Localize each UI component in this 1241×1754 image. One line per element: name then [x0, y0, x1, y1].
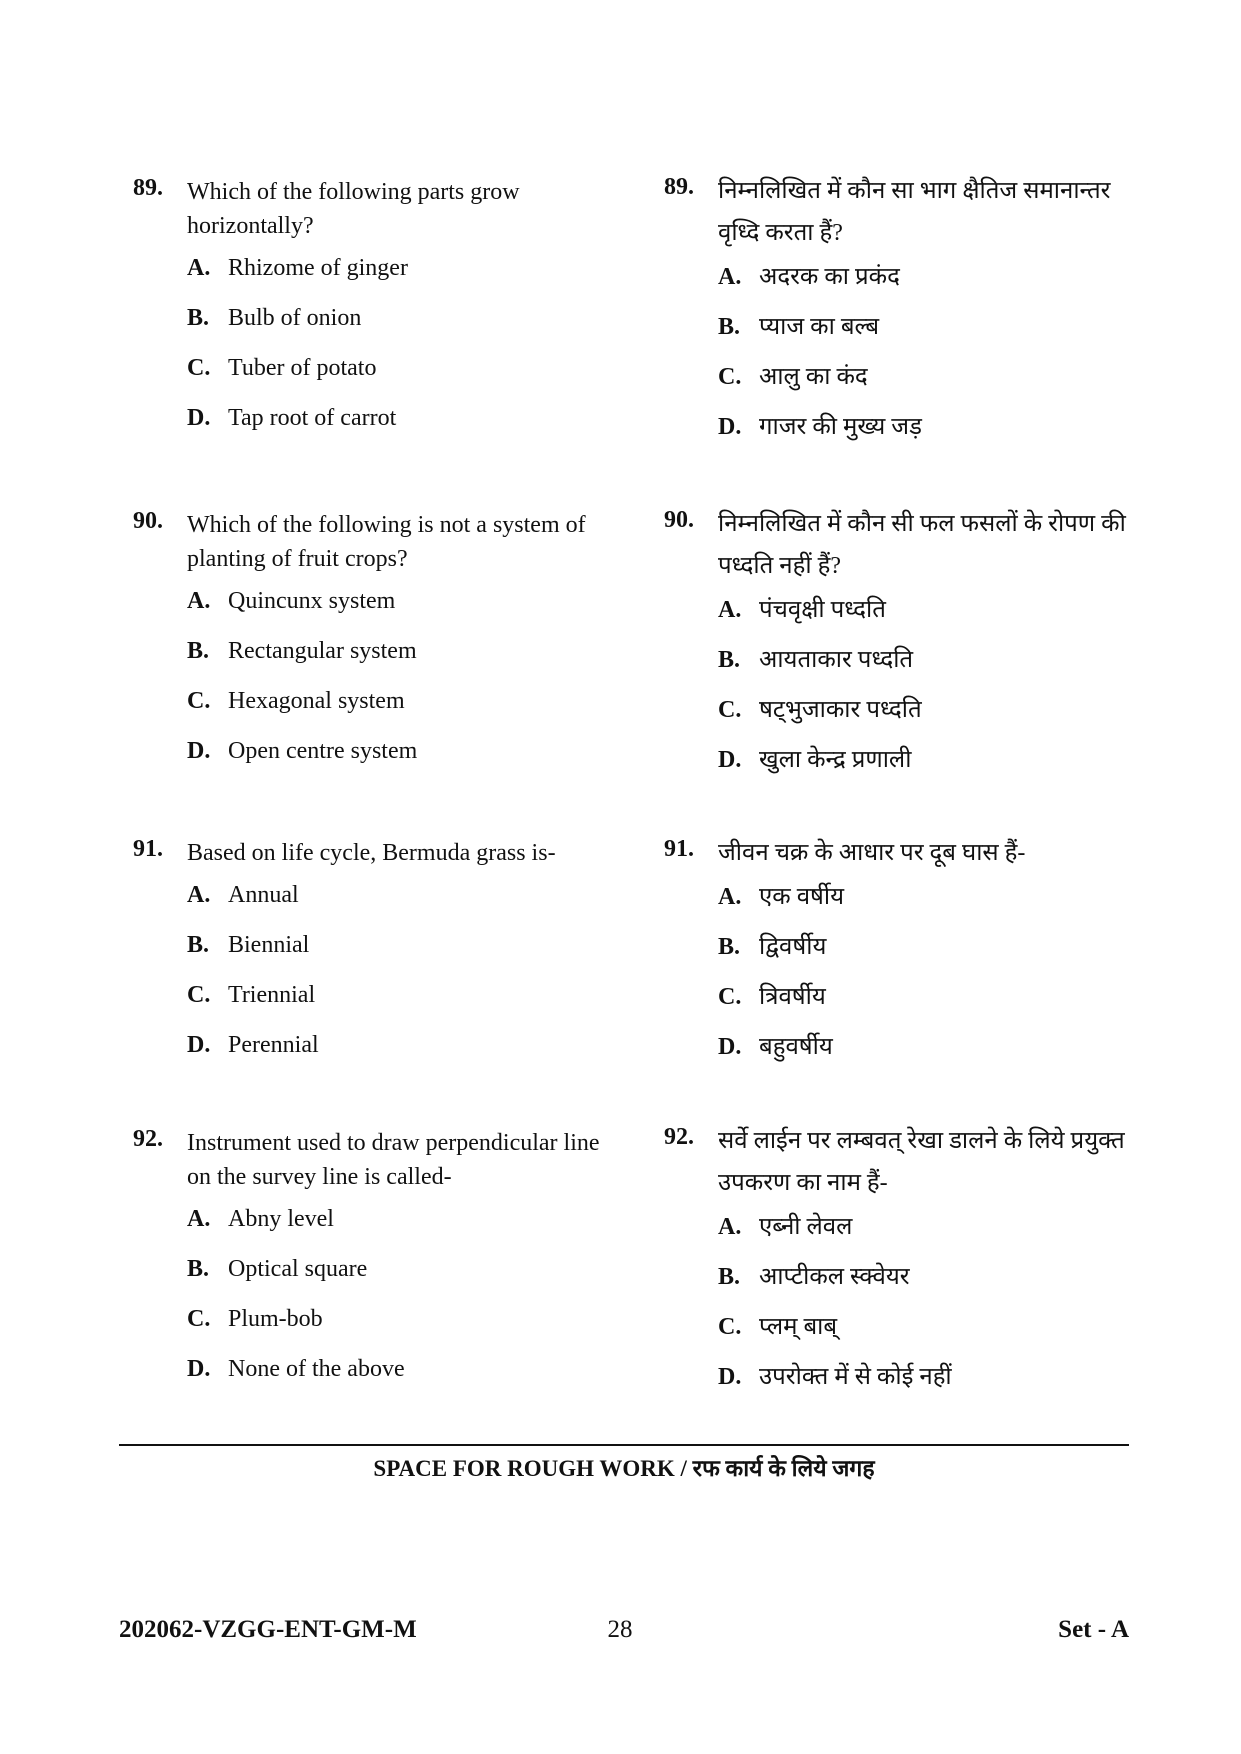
option-b: B. आयताकार पध्दति [718, 647, 914, 673]
option-a: A. एब्नी लेवल [718, 1214, 853, 1240]
option-b: B. Optical square [187, 1256, 368, 1282]
question-89-en [133, 175, 613, 455]
option-d: D. उपरोक्त में से कोई नहीं [718, 1364, 952, 1390]
question-91-hi [664, 832, 1144, 1080]
option-a: A. अदरक का प्रकंद [718, 264, 900, 290]
set-label: Set - A [1058, 1616, 1129, 1643]
option-a: A. Rhizome of ginger [187, 255, 408, 281]
question-text: Which of the following is not a system of planting of fruit crops? [187, 512, 586, 572]
question-text: जीवन चक्र के आधार पर दूब घास हैं- [718, 840, 1026, 866]
question-number: 89. [664, 174, 694, 200]
option-c: C. Triennial [187, 982, 316, 1008]
option-b: B. Rectangular system [187, 638, 417, 664]
option-d: D. Tap root of carrot [187, 405, 397, 431]
options-list [664, 260, 1144, 460]
question-92-hi [664, 1120, 1144, 1410]
question-text: Based on life cycle, Bermuda grass is- [187, 840, 556, 866]
options-list [133, 588, 613, 788]
paper-code: 202062-VZGG-ENT-GM-M [119, 1616, 417, 1643]
rough-work-divider [119, 1444, 1129, 1446]
rough-work-title: SPACE FOR ROUGH WORK / रफ कार्य के लिये जगह [373, 1456, 875, 1481]
option-d: D. Open centre system [187, 738, 418, 764]
question-number: 91. [664, 836, 694, 862]
option-b: B. Bulb of onion [187, 305, 362, 331]
option-c: C. त्रिवर्षीय [718, 984, 826, 1010]
page-number: 28 [607, 1616, 633, 1643]
question-number: 92. [133, 1126, 163, 1152]
option-d: D. बहुवर्षीय [718, 1034, 833, 1060]
option-b: B. द्विवर्षीय [718, 934, 827, 960]
question-text: Instrument used to draw perpendicular line on the survey line is called- [187, 1130, 600, 1190]
option-d: D. गाजर की मुख्य जड़ [718, 414, 922, 440]
option-b: B. प्याज का बल्ब [718, 314, 880, 340]
option-c: C. Tuber of potato [187, 355, 377, 381]
option-a: A. Annual [187, 882, 299, 908]
option-a: A. पंचवृक्षी पध्दति [718, 597, 886, 623]
option-c: C. षट्भुजाकार पध्दति [718, 697, 922, 723]
options-list [133, 1206, 613, 1406]
question-number: 90. [133, 508, 163, 534]
question-89-hi [664, 170, 1144, 460]
question-90-hi [664, 503, 1144, 793]
question-92-en [133, 1126, 613, 1406]
question-91-en [133, 836, 613, 1082]
options-list [664, 593, 1144, 793]
option-d: D. खुला केन्द्र प्रणाली [718, 747, 912, 773]
question-text: निम्नलिखित में कौन सा भाग क्षैतिज समानान्तर वृध्दि करता हैं? [718, 178, 1111, 246]
question-text: Which of the following parts grow horizontally? [187, 179, 520, 239]
question-number: 89. [133, 175, 163, 201]
option-c: C. आलु का कंद [718, 364, 868, 390]
option-d: D. None of the above [187, 1356, 405, 1382]
option-c: C. Hexagonal system [187, 688, 405, 714]
option-b: B. आप्टीकल स्क्वेयर [718, 1264, 910, 1290]
question-90-en [133, 508, 613, 788]
question-number: 90. [664, 507, 694, 533]
question-text: निम्नलिखित में कौन सी फल फसलों के रोपण की पध्दति नहीं हैं? [718, 511, 1126, 579]
options-list [133, 255, 613, 455]
option-a: A. Quincunx system [187, 588, 396, 614]
options-list [664, 1210, 1144, 1410]
options-list [133, 882, 613, 1082]
option-a: A. Abny level [187, 1206, 334, 1232]
option-c: C. Plum-bob [187, 1306, 323, 1332]
option-a: A. एक वर्षीय [718, 884, 845, 910]
option-b: B. Biennial [187, 932, 310, 958]
question-number: 92. [664, 1124, 694, 1150]
option-d: D. Perennial [187, 1032, 319, 1058]
options-list [664, 880, 1144, 1080]
option-c: C. प्लम् बाब् [718, 1314, 838, 1340]
question-number: 91. [133, 836, 163, 862]
question-text: सर्वे लाईन पर लम्बवत् रेखा डालने के लिये प्रयुक्त उपकरण का नाम हैं- [718, 1128, 1125, 1196]
